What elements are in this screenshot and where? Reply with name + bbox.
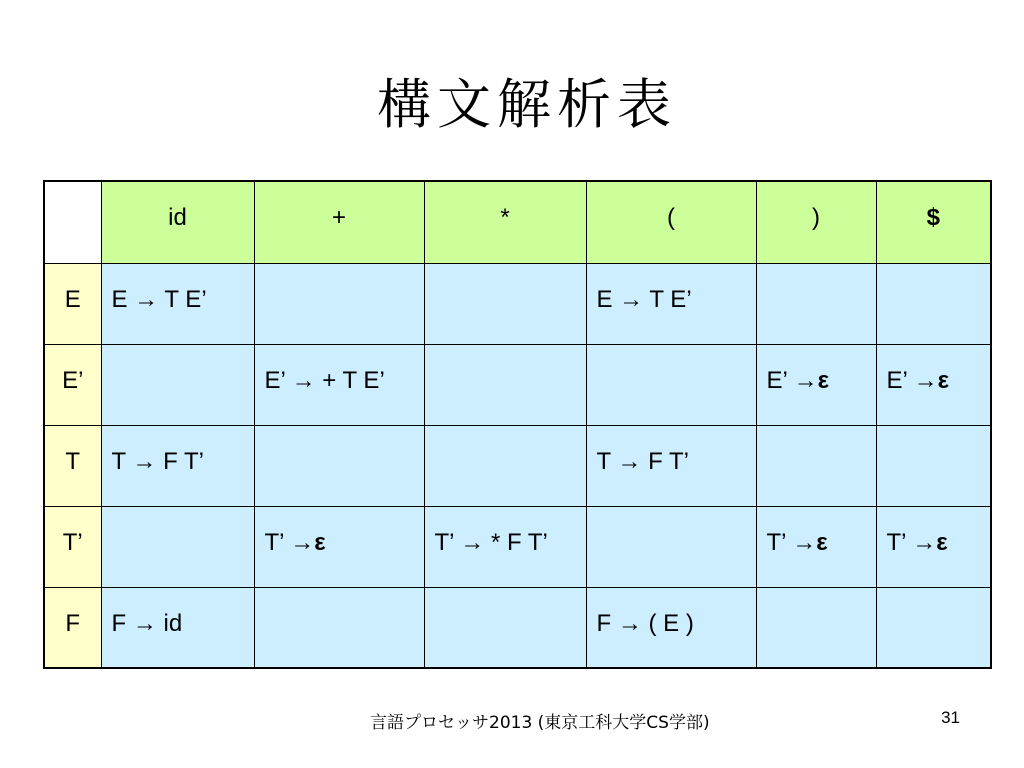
column-header-rparen: ) xyxy=(756,181,876,263)
table-cell: T → F T’ xyxy=(101,425,254,506)
page-number: 31 xyxy=(941,708,960,727)
table-cell xyxy=(876,425,991,506)
table-cell xyxy=(101,344,254,425)
table-cell xyxy=(254,263,424,344)
column-header-dollar: $ xyxy=(876,181,991,263)
table-cell xyxy=(756,263,876,344)
table-cell xyxy=(101,506,254,587)
table-row xyxy=(44,263,991,344)
epsilon-symbol: ε xyxy=(937,366,950,394)
table-row xyxy=(44,344,991,425)
row-header-T-prime: T’ xyxy=(44,506,101,587)
table-cell xyxy=(424,344,586,425)
table-cell: E → T E’ xyxy=(101,263,254,344)
row-header-E: E xyxy=(44,263,101,344)
table-cell xyxy=(876,263,991,344)
table-cell xyxy=(424,587,586,668)
footer-text: 言語プロセッサ2013 (東京工科大学CS学部) xyxy=(370,713,710,733)
column-header-star: * xyxy=(424,181,586,263)
table-cell xyxy=(586,344,756,425)
table-cell: T’ → * F T’ xyxy=(424,506,586,587)
table-cell xyxy=(586,506,756,587)
epsilon-symbol: ε xyxy=(817,366,830,394)
epsilon-symbol: ε xyxy=(936,528,948,556)
table-corner-cell xyxy=(44,181,101,263)
table-cell xyxy=(424,425,586,506)
table-cell xyxy=(756,425,876,506)
table-cell: T’ →ε xyxy=(254,506,424,587)
table-cell: E’ →ε xyxy=(876,344,991,425)
table-cell xyxy=(876,587,991,668)
row-header-T: T xyxy=(44,425,101,506)
table-cell xyxy=(756,587,876,668)
table-cell: F → ( E ) xyxy=(586,587,756,668)
table-cell xyxy=(424,263,586,344)
table-row xyxy=(44,425,991,506)
parse-table xyxy=(43,180,992,669)
table-cell xyxy=(254,587,424,668)
table-cell: T’ →ε xyxy=(756,506,876,587)
table-cell: E → T E’ xyxy=(586,263,756,344)
column-header-lparen: ( xyxy=(586,181,756,263)
table-cell xyxy=(254,425,424,506)
column-header-id: id xyxy=(101,181,254,263)
table-cell: T → F T’ xyxy=(586,425,756,506)
row-header-F: F xyxy=(44,587,101,668)
table-cell: T’ →ε xyxy=(876,506,991,587)
epsilon-symbol: ε xyxy=(816,528,828,556)
column-header-plus: + xyxy=(254,181,424,263)
table-header-row xyxy=(44,181,991,263)
table-row xyxy=(44,587,991,668)
table-cell: E’ →ε xyxy=(756,344,876,425)
table-cell: E’ → + T E’ xyxy=(254,344,424,425)
row-header-E-prime: E’ xyxy=(44,344,101,425)
table-row xyxy=(44,506,991,587)
epsilon-symbol: ε xyxy=(314,528,326,556)
slide-title: 構文解析表 xyxy=(377,73,677,136)
table-cell: F → id xyxy=(101,587,254,668)
